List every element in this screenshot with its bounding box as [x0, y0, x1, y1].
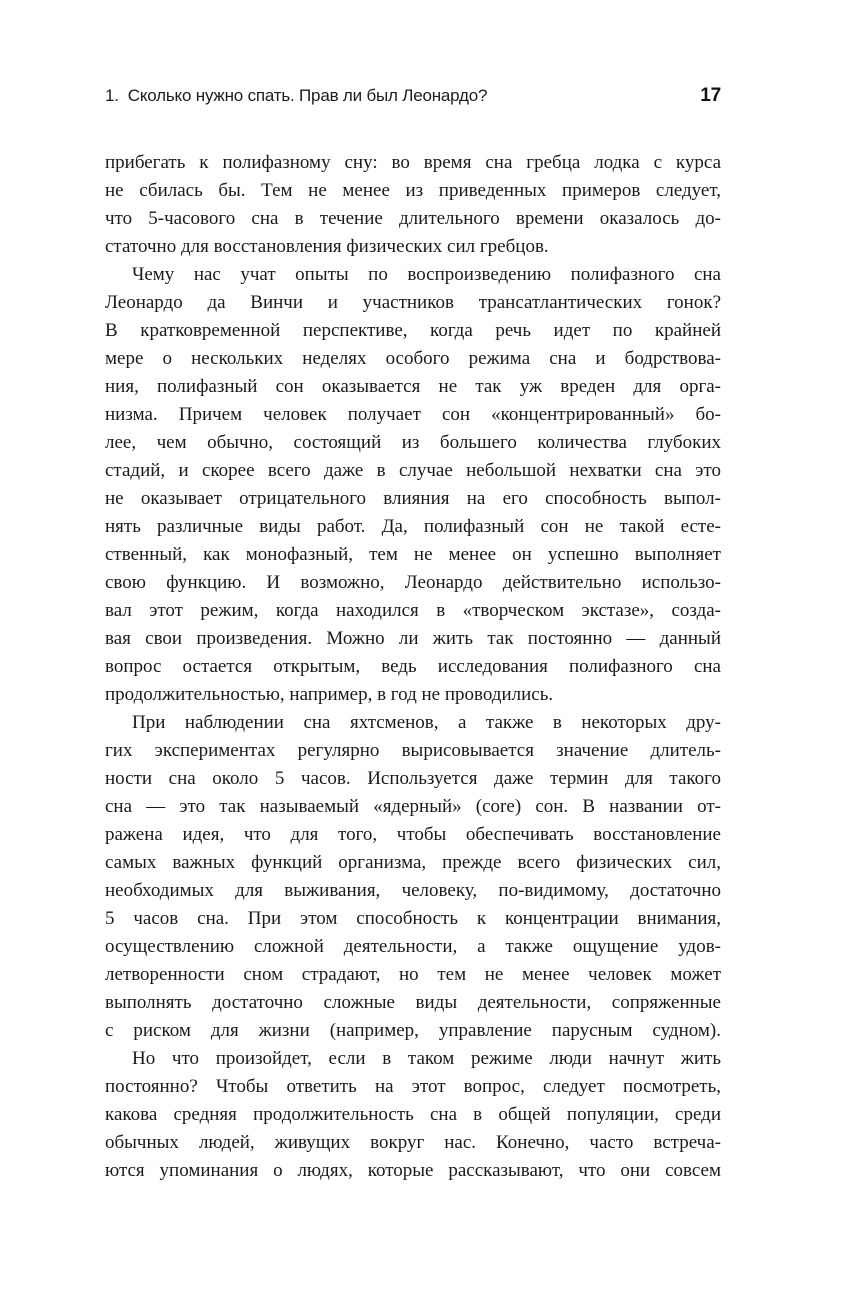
text-line: ются упоминания о людях, которые рассказывают, что они совсем [105, 1160, 721, 1181]
text-line: При наблюдении сна яхтсменов, а также в некоторых дру- [132, 712, 721, 733]
text-line: необходимых для выживания, человеку, по-видимому, достаточно [105, 880, 721, 901]
text-line: свою функцию. И возможно, Леонардо действительно использо- [105, 572, 721, 593]
page-header [105, 85, 721, 107]
text-line: что 5-часового сна в течение длительного времени оказалось до- [105, 208, 721, 229]
paragraph [105, 1045, 721, 1185]
text-line: сна — это так называемый «ядерный» (core) сон. В названии от- [105, 796, 721, 817]
text-line: гих экспериментах регулярно вырисовывается значение длитель- [105, 740, 721, 761]
text-line: вопрос остается открытым, ведь исследования полифазного сна [105, 656, 721, 677]
text-line: с риском для жизни (например, управление парусным судном). [105, 1020, 721, 1041]
text-line: ния, полифазный сон оказывается не так уж вреден для орга- [105, 376, 721, 397]
paragraph [105, 149, 721, 261]
text-line: нять различные виды работ. Да, полифазный сон не такой есте- [105, 516, 721, 537]
text-line: низма. Причем человек получает сон «концентрированный» бо- [105, 404, 721, 425]
page-body [105, 149, 721, 1185]
text-line: продолжительностью, например, в год не проводились. [105, 684, 554, 705]
text-line: Чему нас учат опыты по воспроизведению полифазного сна [132, 264, 721, 285]
chapter-title: Сколько нужно спать. Прав ли был Леонардо? [127, 86, 488, 105]
text-line: вал этот режим, когда находился в «творческом экстазе», созда- [105, 600, 721, 621]
text-line: осуществлению сложной деятельности, а также ощущение удов- [105, 936, 721, 957]
text-line: прибегать к полифазному сну: во время сна гребца лодка с курса [105, 152, 721, 173]
text-line: мере о нескольких неделях особого режима сна и бодрствова- [105, 348, 721, 369]
text-line: стадий, и скорее всего даже в случае небольшой нехватки сна это [105, 460, 721, 481]
paragraph [105, 261, 721, 709]
text-line: самых важных функций организма, прежде всего физических сил, [105, 852, 721, 873]
text-line: вая свои произведения. Можно ли жить так постоянно — данный [105, 628, 721, 649]
chapter-number: 1. [105, 86, 119, 105]
text-line: ственный, как монофазный, тем не менее он успешно выполняет [105, 544, 721, 565]
text-line: 5 часов сна. При этом способность к концентрации внимания, [105, 908, 721, 929]
text-line: Но что произойдет, если в таком режиме люди начнут жить [132, 1048, 721, 1069]
paragraph [105, 709, 721, 1045]
text-line: статочно для восстановления физических сил гребцов. [105, 236, 549, 257]
text-line: Леонардо да Винчи и участников трансатлантических гонок? [105, 292, 721, 313]
text-line: не сбилась бы. Тем не менее из приведенных примеров следует, [105, 180, 721, 201]
text-line: лее, чем обычно, состоящий из большего количества глубоких [105, 432, 721, 453]
text-line: В кратковременной перспективе, когда речь идет по крайней [105, 320, 721, 341]
chapter-heading [105, 86, 487, 106]
text-line: ности сна около 5 часов. Используется даже термин для такого [105, 768, 721, 789]
text-line: летворенности сном страдают, но тем не менее человек может [105, 964, 721, 985]
text-line: не оказывает отрицательного влияния на его способность выпол- [105, 488, 721, 509]
text-line: выполнять достаточно сложные виды деятельности, сопряженные [105, 992, 721, 1013]
text-line: какова средняя продолжительность сна в общей популяции, среди [105, 1104, 721, 1125]
text-line: обычных людей, живущих вокруг нас. Конечно, часто встреча- [105, 1132, 721, 1153]
text-line: ражена идея, что для того, чтобы обеспечивать восстановление [105, 824, 721, 845]
text-line: постоянно? Чтобы ответить на этот вопрос, следует посмотреть, [105, 1076, 721, 1097]
page-number: 17 [700, 85, 721, 106]
